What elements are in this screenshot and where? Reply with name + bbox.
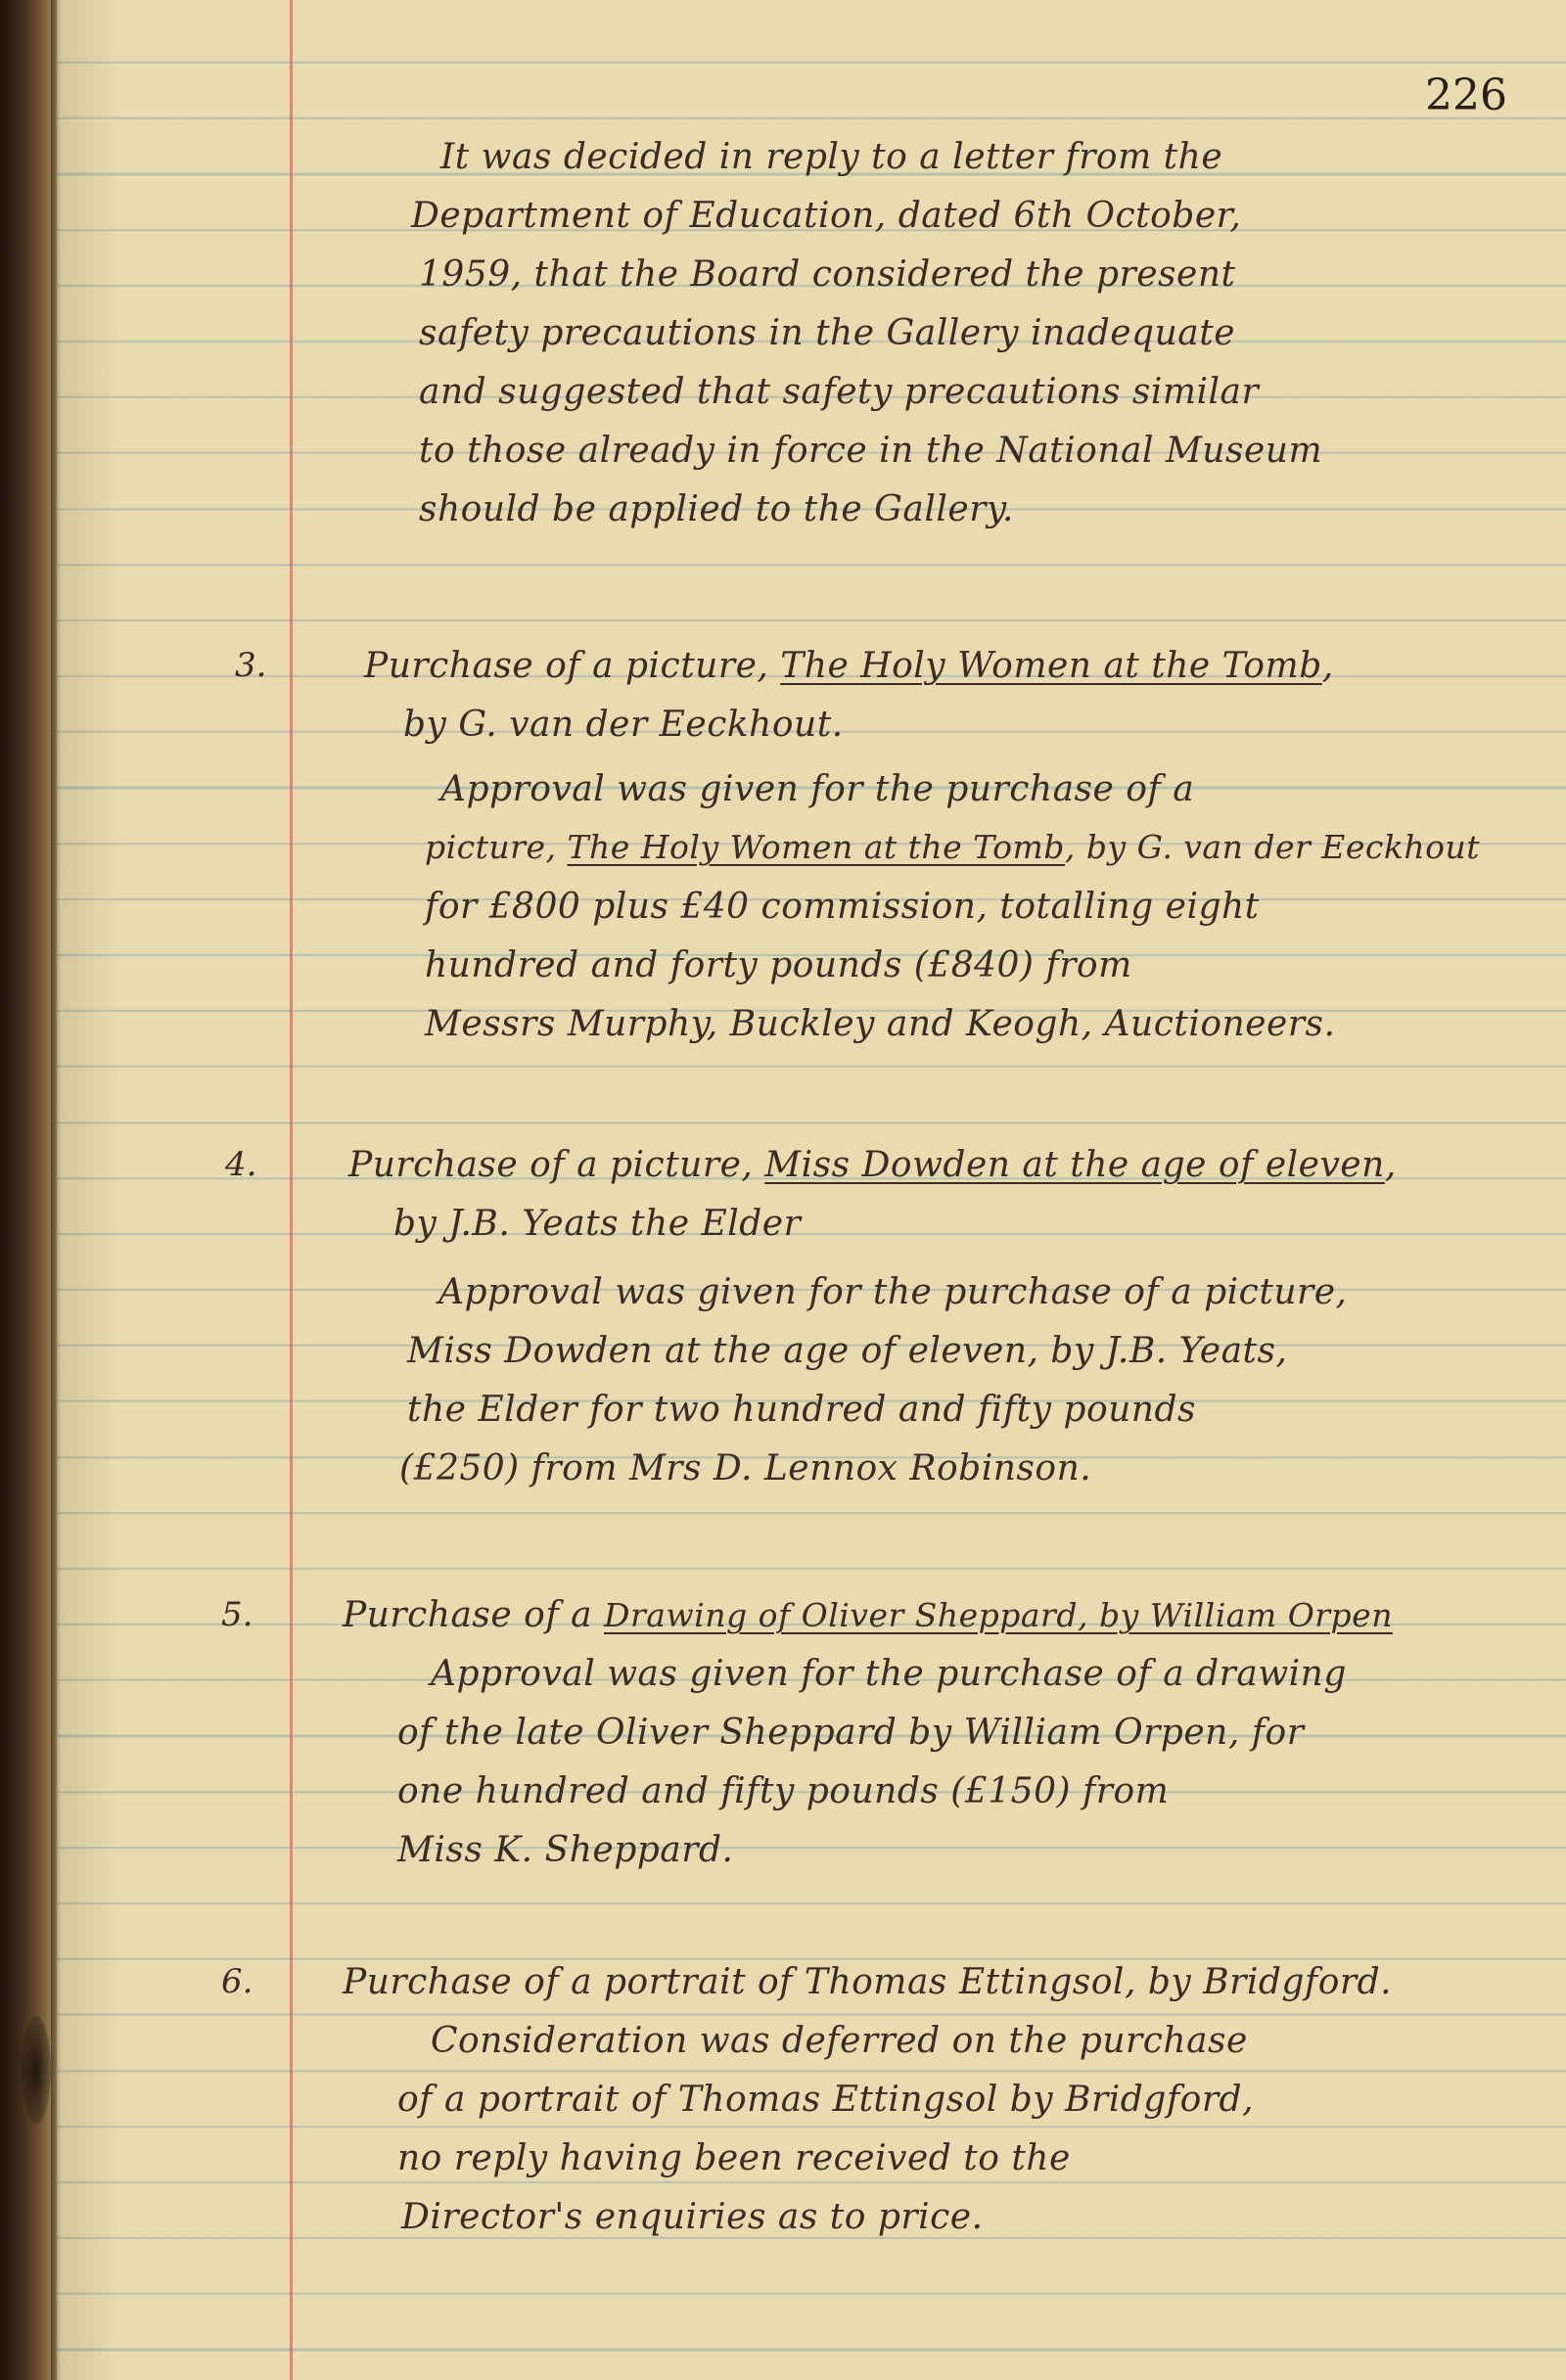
- item-number: 4.: [225, 1145, 257, 1184]
- intro-line: should be applied to the Gallery.: [419, 489, 1014, 529]
- picture-title: The Holy Women at the Tomb: [567, 828, 1065, 866]
- item-heading: [364, 646, 1334, 686]
- body-line: Approval was given for the purchase of a: [440, 769, 1195, 809]
- body-line: Director's enquiries as to price.: [401, 2197, 984, 2237]
- body-line: Miss K. Sheppard.: [397, 1830, 734, 1870]
- picture-title: Drawing of Oliver Sheppard, by William Orpen: [604, 1596, 1393, 1634]
- page-fold-shadow: [51, 0, 61, 2380]
- body-text: , by G. van der Eeckhout: [1064, 828, 1481, 866]
- body-line: (£250) from Mrs D. Lennox Robinson.: [399, 1448, 1092, 1488]
- body-text: picture,: [425, 828, 568, 866]
- item-number: 3.: [235, 646, 267, 685]
- ink-stain: [22, 2016, 51, 2124]
- intro-line: 1959, that the Board considered the present: [419, 254, 1236, 295]
- item-heading: [348, 1145, 1397, 1185]
- page-number: 226: [1425, 70, 1507, 120]
- intro-line: and suggested that safety precautions similar: [419, 372, 1260, 412]
- intro-line: It was decided in reply to a letter from the: [440, 137, 1223, 177]
- heading-text: Purchase of a picture,: [348, 1145, 765, 1185]
- body-line: Consideration was deferred on the purchase: [431, 2021, 1248, 2061]
- heading-text: Purchase of a picture,: [364, 646, 781, 686]
- picture-title: Miss Dowden at the age of eleven: [764, 1145, 1385, 1185]
- picture-title: The Holy Women at the Tomb: [780, 646, 1322, 686]
- heading-text: Purchase of a: [343, 1595, 604, 1635]
- margin-rule: [290, 0, 293, 2380]
- item-heading: [343, 1595, 1393, 1635]
- intro-line: to those already in force in the National Museum: [419, 431, 1323, 471]
- body-line: of the late Oliver Sheppard by William Orpen, for: [397, 1713, 1305, 1753]
- intro-line: safety precautions in the Gallery inadequate: [419, 313, 1236, 353]
- item-heading-line2: by J.B. Yeats the Elder: [393, 1204, 802, 1244]
- body-line: Approval was given for the purchase of a drawing: [431, 1654, 1347, 1694]
- item-heading-line2: by G. van der Eeckhout.: [403, 705, 844, 745]
- heading-text: ,: [1321, 646, 1334, 686]
- item-heading: Purchase of a portrait of Thomas Ettingsol, by Bridgford.: [343, 1962, 1393, 2002]
- body-line: the Elder for two hundred and fifty pounds: [407, 1390, 1197, 1430]
- body-line: Approval was given for the purchase of a picture,: [438, 1272, 1348, 1312]
- body-line: hundred and forty pounds (£840) from: [425, 945, 1132, 985]
- body-line: for £800 plus £40 commission, totalling eight: [425, 887, 1260, 927]
- item-number: 5.: [221, 1595, 253, 1634]
- body-line: [425, 828, 1480, 866]
- body-line: Messrs Murphy, Buckley and Keogh, Auctioneers.: [425, 1004, 1336, 1044]
- heading-text: ,: [1384, 1145, 1397, 1185]
- item-number: 6.: [221, 1962, 253, 2001]
- body-line: no reply having been received to the: [397, 2138, 1071, 2178]
- body-line: of a portrait of Thomas Ettingsol by Bridgford,: [397, 2080, 1255, 2120]
- intro-line: Department of Education, dated 6th October,: [411, 196, 1242, 236]
- body-line: one hundred and fifty pounds (£150) from: [397, 1771, 1170, 1811]
- body-line: Miss Dowden at the age of eleven, by J.B. Yeats,: [407, 1331, 1288, 1371]
